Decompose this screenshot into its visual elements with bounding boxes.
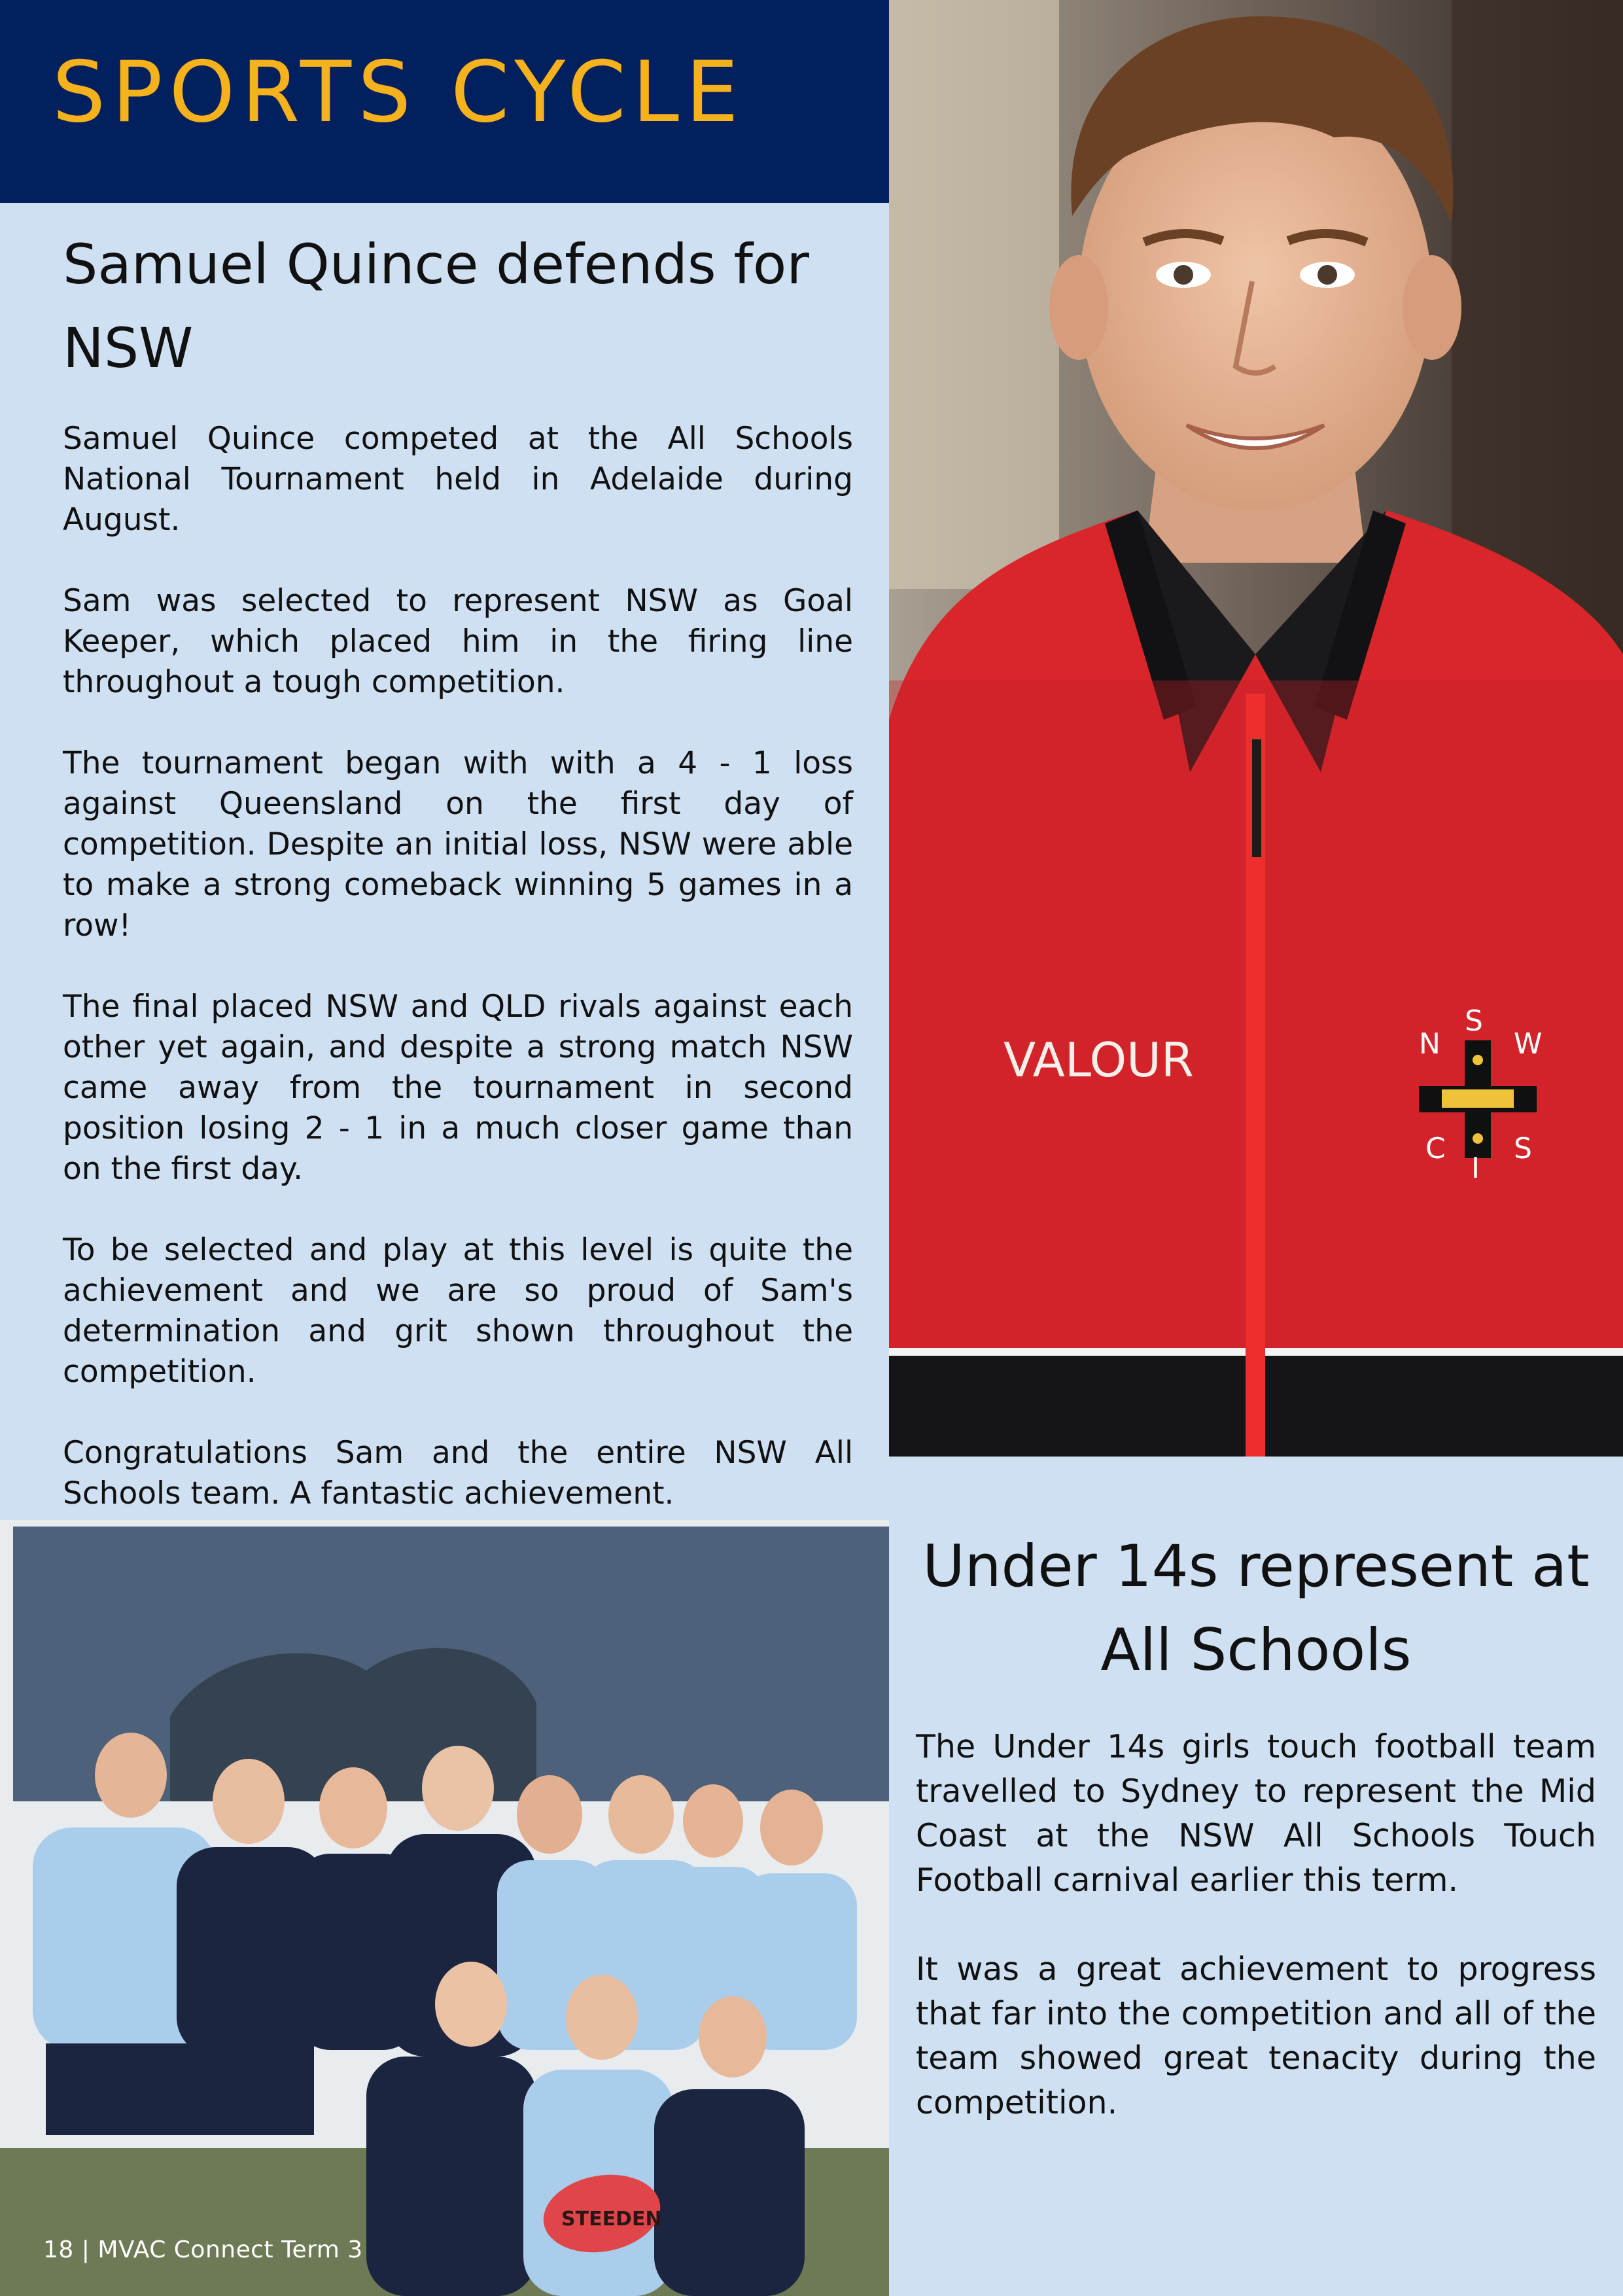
article-1-paragraph: Sam was selected to represent NSW as Goal Keeper, which placed him in the firing line throughout a tough competition. xyxy=(63,583,853,700)
article-1-paragraph: The final placed NSW and QLD rivals against each other yet again, and despite a strong match NSW came away from the tournament in second position losing 2 - 1 in a much closer game than on the first day. xyxy=(63,989,853,1187)
portrait-illustration xyxy=(889,0,1623,1457)
section-title: SPORTS CYCLE xyxy=(52,44,745,141)
article-1-paragraph: To be selected and play at this level is quite the achievement and we are so proud of Sam's determination and grit shown throughout the competition. xyxy=(63,1232,853,1390)
svg-text:S: S xyxy=(1465,1004,1483,1038)
ball-brand-text: STEEDEN xyxy=(561,2208,662,2231)
svg-text:I: I xyxy=(1471,1152,1480,1185)
svg-text:S: S xyxy=(1514,1132,1532,1165)
article-1-body xyxy=(63,419,853,1514)
article-1-paragraph: Samuel Quince competed at the All Schools National Tournament held in Adelaide during August. xyxy=(63,421,853,538)
article-under-14s xyxy=(916,1525,1596,2170)
page-footer: 18 | MVAC Connect Term 3 xyxy=(43,2236,363,2263)
article-samuel-quince xyxy=(63,222,853,1555)
photo-samuel-quince xyxy=(889,0,1623,1457)
jacket-brand-text: VALOUR xyxy=(1003,1033,1194,1087)
article-1-paragraph: The tournament began with with a 4 - 1 loss against Queensland on the first day of competition. Despite an initial loss, NSW were able to make a strong comeback winning 5 games in a row! xyxy=(63,745,853,944)
team-photo-illustration xyxy=(0,1520,889,2296)
article-2-paragraph: The Under 14s girls touch football team travelled to Sydney to represent the Mid Coast at the NSW All Schools Touch Football carnival earlier this term. xyxy=(916,1728,1596,1899)
article-1-heading: Samuel Quince defends for NSW xyxy=(63,232,809,380)
header-banner xyxy=(0,0,930,203)
nsw-cis-badge-icon xyxy=(1419,1004,1543,1185)
photo-under-14s-team xyxy=(0,1520,889,2296)
article-2-body xyxy=(916,1725,1596,2125)
article-1-paragraph: Congratulations Sam and the entire NSW All Schools team. A fantastic achievement. xyxy=(63,1435,853,1511)
svg-text:N: N xyxy=(1419,1027,1440,1061)
article-2-paragraph: It was a great achievement to progress that far into the competition and all of the team showed great tenacity during the competition. xyxy=(916,1951,1596,2121)
svg-text:C: C xyxy=(1425,1132,1446,1165)
svg-text:W: W xyxy=(1514,1027,1543,1061)
article-2-heading: Under 14s represent at All Schools xyxy=(922,1532,1590,1684)
